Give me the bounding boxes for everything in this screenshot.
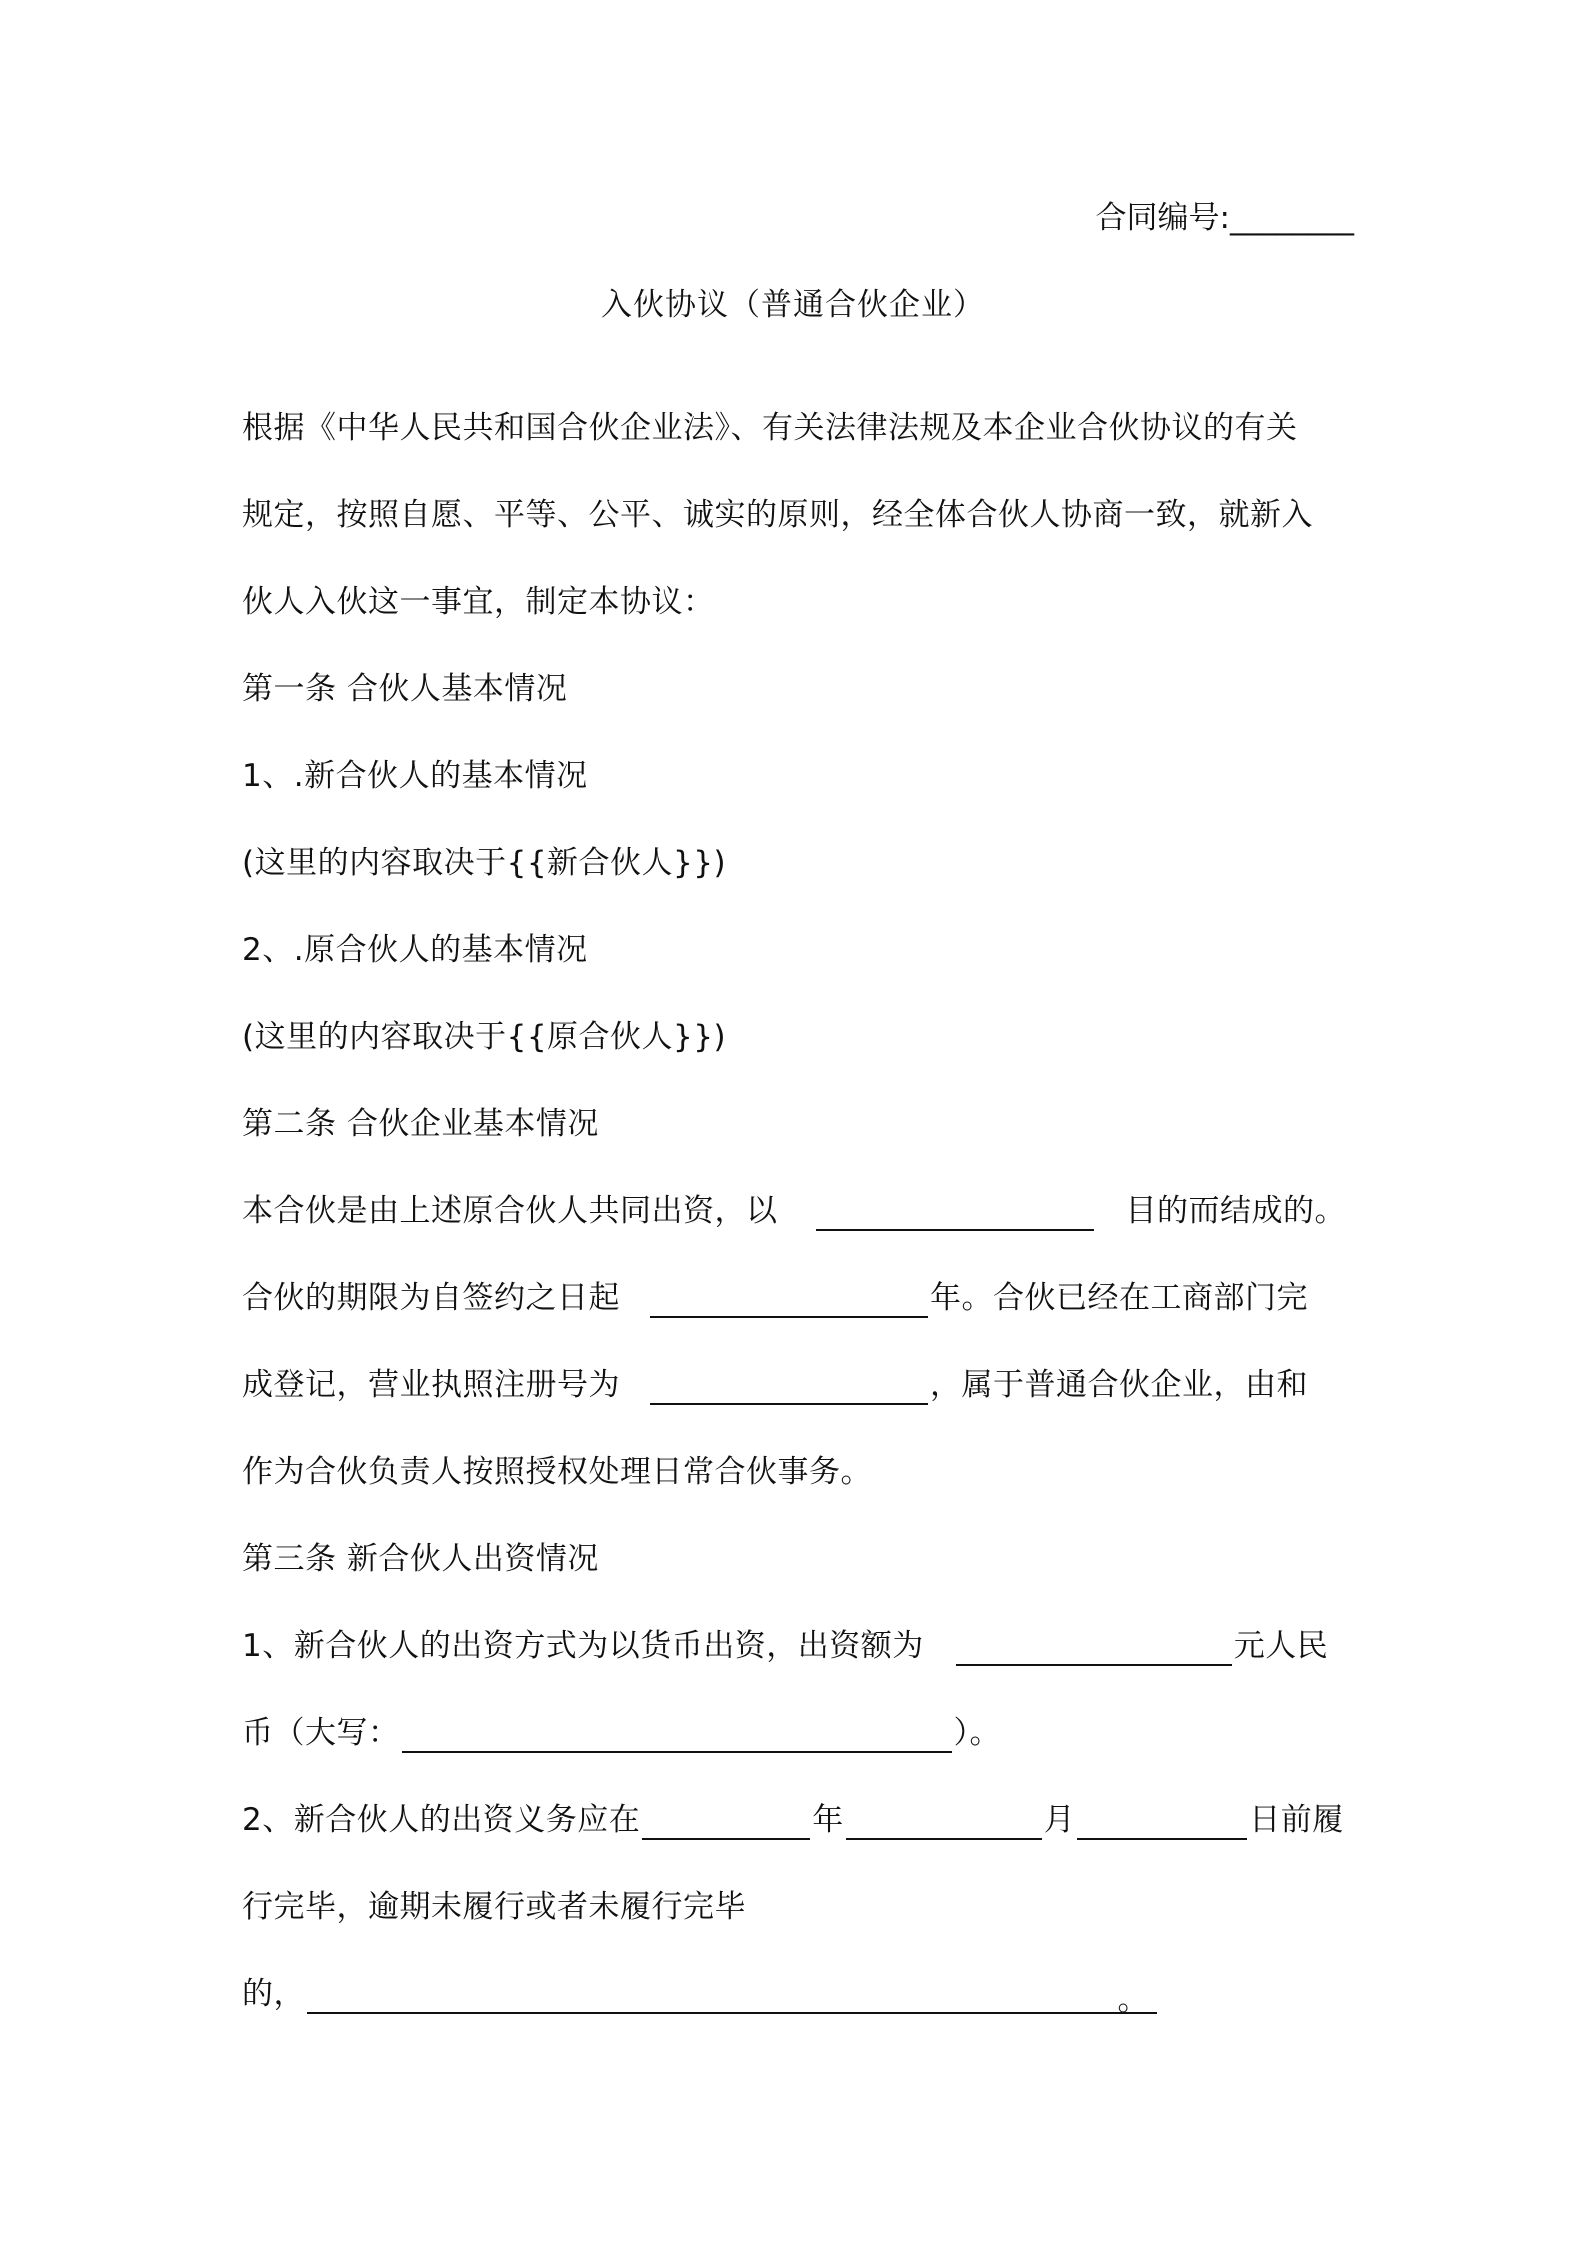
article-2-line-1-text-b: 目的而结成的。 (1125, 1193, 1346, 1229)
article-3-heading: 第三条 新合伙人出资情况 (242, 1541, 599, 1577)
deadline-month-blank[interactable] (846, 1806, 1042, 1840)
article-1-heading: 第一条 合伙人基本情况 (242, 671, 568, 707)
article-3-item-1-text-c: 币（大写： (242, 1715, 400, 1751)
term-years-blank[interactable] (650, 1284, 928, 1318)
article-3-item-1-text-d: ）。 (953, 1715, 1001, 1751)
article-2-line-1 (242, 1191, 1346, 1231)
article-3-item-1-text-b: 元人民 (1233, 1628, 1329, 1664)
article-2-line-4: 作为合伙负责人按照授权处理日常合伙事务。 (242, 1454, 872, 1490)
article-3-item-1-line-2 (242, 1713, 1001, 1753)
capital-amount-blank[interactable] (956, 1632, 1232, 1666)
article-2-line-2-text-b: 年。合伙已经在工商部门完 (930, 1280, 1308, 1316)
article-3-item-2-line-3 (242, 1974, 1159, 2018)
article-3-item-2-line-2: 行完毕，逾期未履行或者未履行完毕 (242, 1889, 746, 1925)
article-3-item-1-line-1 (242, 1626, 1328, 1666)
article-2-line-2 (242, 1278, 1308, 1318)
article-3-item-2-year: 年 (812, 1802, 844, 1838)
article-1-item-2-note: (这里的内容取决于{{原合伙人}}) (242, 1019, 727, 1055)
deadline-year-blank[interactable] (642, 1806, 810, 1840)
article-1-item-2: 2、.原合伙人的基本情况 (242, 932, 588, 968)
article-1-item-1-note: (这里的内容取决于{{新合伙人}}) (242, 845, 727, 881)
article-3-item-2-text-of: 的， (242, 1976, 305, 2012)
breach-consequence-blank[interactable] (307, 1980, 1157, 2018)
article-2-line-2-text-a: 合伙的期限为自签约之日起 (242, 1280, 620, 1316)
article-2-heading: 第二条 合伙企业基本情况 (242, 1106, 599, 1142)
capital-amount-words-blank[interactable] (402, 1719, 952, 1753)
article-2-line-3 (242, 1365, 1308, 1405)
license-number-blank[interactable] (650, 1371, 928, 1405)
preamble-line-2: 规定，按照自愿、平等、公平、诚实的原则，经全体合伙人协商一致，就新入 (242, 497, 1313, 533)
article-2-line-3-text-a: 成登记，营业执照注册号为 (242, 1367, 620, 1403)
preamble-line-1: 根据《中华人民共和国合伙企业法》、有关法律法规及本企业合伙协议的有关 (242, 410, 1298, 446)
article-3-item-2-line-1 (242, 1800, 1344, 1840)
article-3-item-2-month: 月 (1043, 1802, 1076, 1838)
article-3-item-2-text-a: 2、新合伙人的出资义务应在 (242, 1802, 641, 1838)
article-3-item-2-period: 。 (1117, 1982, 1149, 2018)
article-2-line-3-text-b: ，属于普通合伙企业，由和 (930, 1367, 1308, 1403)
article-3-item-1-text-a: 1、新合伙人的出资方式为以货币出资，出资额为 (242, 1628, 924, 1664)
article-2-line-1-text-a: 本合伙是由上述原合伙人共同出资，以 (242, 1193, 778, 1229)
deadline-day-blank[interactable] (1077, 1806, 1247, 1840)
article-3-item-2-day: 日前履 (1249, 1802, 1344, 1838)
document-title: 入伙协议（普通合伙企业） (601, 287, 985, 323)
article-1-item-1: 1、.新合伙人的基本情况 (242, 758, 588, 794)
preamble-line-3: 伙人入伙这一事宜，制定本协议： (242, 584, 715, 620)
contract-number-label: 合同编号:________ (1095, 200, 1354, 236)
purpose-blank[interactable] (816, 1197, 1094, 1231)
